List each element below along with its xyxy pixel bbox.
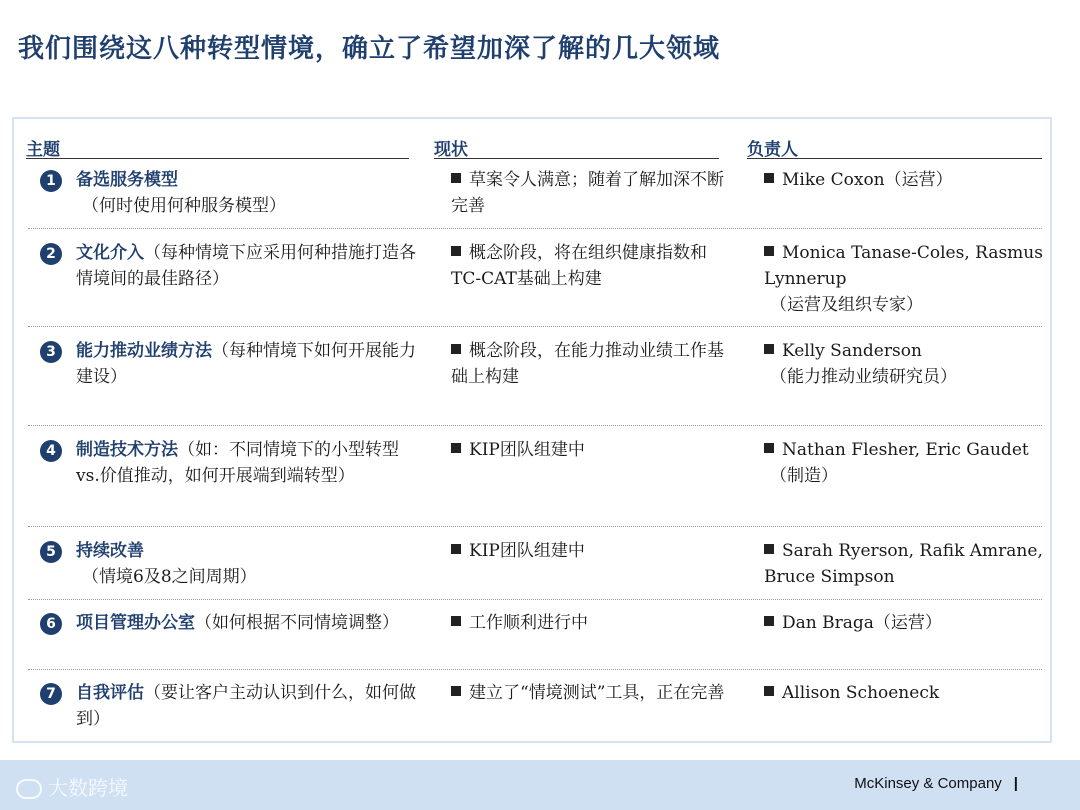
row-owner	[764, 437, 1054, 489]
bullet-square-icon	[451, 344, 461, 354]
row-number-badge: 1	[40, 170, 62, 192]
topic-name: 持续改善	[76, 541, 144, 561]
row-divider	[28, 425, 1042, 426]
topic-name: 自我评估	[76, 683, 144, 703]
topic-name: 项目管理办公室	[76, 613, 195, 633]
status-text: 草案令人满意；随着了解加深不断完善	[451, 170, 724, 216]
bullet-square-icon	[451, 686, 461, 696]
row-number-badge: 5	[40, 541, 62, 563]
row-status	[451, 240, 736, 292]
header-status: 现状	[434, 140, 468, 160]
status-text: KIP团队组建中	[469, 440, 585, 460]
topic-name: 制造技术方法	[76, 440, 178, 460]
topic-description: （要让客户主动认识到什么，如何做到）	[76, 683, 416, 729]
status-text: 概念阶段，在能力推动业绩工作基础上构建	[451, 341, 724, 387]
topic-description: （如何根据不同情境调整）	[195, 613, 399, 633]
row-topic	[76, 437, 421, 489]
brand-name	[854, 775, 1018, 792]
row-owner	[764, 538, 1054, 590]
row-divider	[28, 526, 1042, 527]
row-topic	[76, 167, 421, 219]
row-status	[451, 538, 736, 564]
row-owner	[764, 610, 1054, 636]
owner-text: Monica Tanase-Coles, Rasmus Lynnerup	[764, 243, 1043, 289]
row-topic	[76, 610, 421, 636]
row-owner	[764, 338, 1054, 390]
topic-name: 备选服务模型	[76, 170, 178, 190]
topic-table	[12, 117, 1052, 743]
owner-role: （能力推动业绩研究员）	[770, 367, 957, 387]
watermark	[16, 772, 128, 801]
bullet-square-icon	[451, 544, 461, 554]
bullet-square-icon	[764, 173, 774, 183]
bullet-square-icon	[764, 616, 774, 626]
row-status	[451, 338, 736, 390]
watermark-text: 大数跨境	[48, 776, 128, 800]
footer-bar	[0, 760, 1080, 810]
row-topic	[76, 240, 421, 292]
row-number-badge: 6	[40, 613, 62, 635]
topic-description: （情境6及8之间周期）	[82, 567, 257, 587]
topic-description: （如：不同情境下的小型转型 vs.价值推动，如何开展端到端转型）	[76, 440, 399, 486]
header-rule	[747, 158, 1042, 159]
owner-text: Nathan Flesher, Eric Gaudet	[782, 440, 1029, 460]
row-owner	[764, 167, 1054, 193]
row-owner	[764, 240, 1054, 318]
page-title: 我们围绕这八种转型情境，确立了希望加深了解的几大领域	[18, 34, 721, 64]
status-text: KIP团队组建中	[469, 541, 585, 561]
row-topic	[76, 538, 421, 590]
row-divider	[28, 669, 1042, 670]
row-topic	[76, 338, 421, 390]
owner-role: （制造）	[770, 466, 838, 486]
row-number-badge: 7	[40, 683, 62, 705]
header-owner: 负责人	[747, 140, 798, 160]
topic-name: 能力推动业绩方法	[76, 341, 212, 361]
topic-name: 文化介入	[76, 243, 144, 263]
owner-text: Mike Coxon（运营）	[782, 170, 953, 190]
row-number-badge: 3	[40, 341, 62, 363]
row-status	[451, 167, 736, 219]
owner-text: Sarah Ryerson, Rafik Amrane, Bruce Simpson	[764, 541, 1043, 587]
row-status	[451, 680, 736, 706]
bullet-square-icon	[764, 344, 774, 354]
bullet-square-icon	[451, 173, 461, 183]
owner-text: Kelly Sanderson	[782, 341, 922, 361]
header-rule	[26, 158, 409, 159]
bullet-square-icon	[764, 544, 774, 554]
row-status	[451, 610, 736, 636]
row-number-badge: 2	[40, 243, 62, 265]
row-divider	[28, 326, 1042, 327]
brand-separator: |	[1013, 775, 1018, 792]
bullet-square-icon	[764, 443, 774, 453]
header-topic: 主题	[26, 140, 60, 160]
row-topic	[76, 680, 421, 732]
status-text: 工作顺利进行中	[469, 613, 588, 633]
topic-description: （每种情境下应采用何种措施打造各情境间的最佳路径）	[76, 243, 416, 289]
row-number-badge: 4	[40, 440, 62, 462]
owner-role: （运营及组织专家）	[770, 295, 923, 315]
topic-description: （每种情境下如何开展能力建设）	[76, 341, 416, 387]
bullet-square-icon	[451, 246, 461, 256]
bullet-square-icon	[451, 616, 461, 626]
row-status	[451, 437, 736, 463]
brand-text: McKinsey & Company	[854, 775, 1002, 792]
owner-text: Dan Braga（运营）	[782, 613, 942, 633]
bullet-square-icon	[451, 443, 461, 453]
owner-text: Allison Schoeneck	[782, 683, 940, 703]
bullet-square-icon	[764, 686, 774, 696]
row-owner	[764, 680, 1054, 706]
status-text: 建立了“情境测试”工具，正在完善	[469, 683, 725, 703]
watermark-logo-icon	[16, 779, 42, 799]
status-text: 概念阶段，将在组织健康指数和TC-CAT基础上构建	[451, 243, 707, 289]
row-divider	[28, 228, 1042, 229]
header-rule	[434, 158, 719, 159]
bullet-square-icon	[764, 246, 774, 256]
topic-description: （何时使用何种服务模型）	[82, 196, 286, 216]
row-divider	[28, 599, 1042, 600]
